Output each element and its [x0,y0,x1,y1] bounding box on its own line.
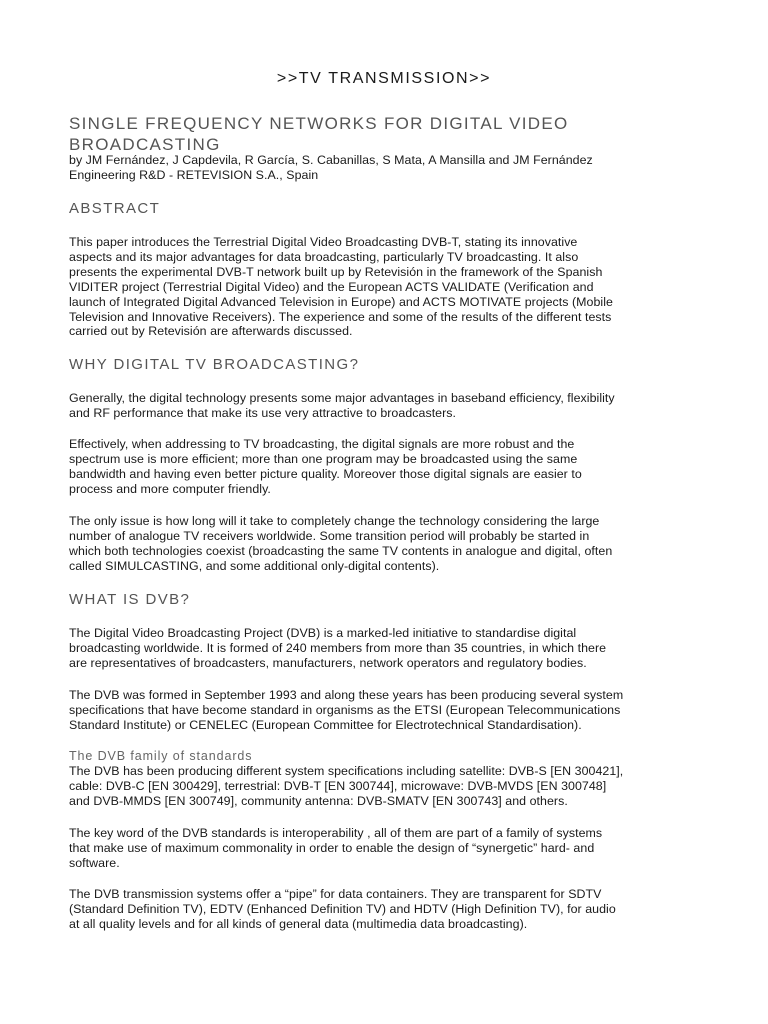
abstract-line: Television and Innovative Receivers). The experience and some of the results of the different tests [69,310,612,324]
abstract-line: This paper introduces the Terrestrial Digital Video Broadcasting DVB-T, stating its innovative [69,235,578,249]
why-digital-line: called SIMULCASTING, and some additional only-digital contents). [69,559,440,573]
article-body [69,0,699,1024]
section-title: >>TV TRANSMISSION>> [276,70,492,87]
abstract-line: carried out by Retevisión are afterwards discussed. [69,324,353,338]
abstract-line: aspects and its major advantages for data broadcasting, particularly TV broadcasting. It also [69,250,579,264]
why-digital-line: and RF performance that make its use very attractive to broadcasters. [69,406,457,420]
dvb-family-line: (Standard Definition TV), EDTV (Enhanced Definition TV) and HDTV (High Definition TV), for audio [69,902,616,916]
dvb-family-line: at all quality levels and for all kinds of general data (multimedia data broadcasting). [69,917,528,931]
dvb-family-line: The key word of the DVB standards is interoperability , all of them are part of a family of systems [69,826,603,840]
abstract-line: launch of Integrated Digital Advanced Television in Europe) and ACTS MOTIVATE projects (Mobile [69,295,613,309]
why-digital-heading: WHY DIGITAL TV BROADCASTING? [69,356,360,373]
why-digital-line: number of analogue TV receivers worldwide. Some transition period will probably be started in [69,529,590,543]
why-digital-line: process and more computer friendly. [69,482,271,496]
why-digital-line: spectrum use is more efficient; more than one program may be broadcasted using the same [69,452,578,466]
why-digital-line: Effectively, when addressing to TV broadcasting, the digital signals are more robust and the [69,437,575,451]
what-is-dvb-line: specifications that have become standard in organisms as the ETSI (European Telecommunications [69,703,621,717]
abstract-line: presents the experimental DVB-T network built up by Retevisión in the framework of the Spanish [69,265,603,279]
what-is-dvb-line: Standard Institute) or CENELEC (European Committee for Electrotechnical Standardisation). [69,718,582,732]
what-is-dvb-line: The DVB was formed in September 1993 and along these years has been producing several system [69,688,624,702]
article-affiliation: Engineering R&D - RETEVISION S.A., Spain [69,168,319,182]
abstract-line: VIDITER project (Terrestrial Digital Video) and the European ACTS VALIDATE (Verification and [69,280,594,294]
dvb-family-line: that make use of maximum commonality in order to enable the design of “synergetic” hard- and [69,841,595,855]
what-is-dvb-line: broadcasting worldwide. It is formed of 240 members from more than 35 countries, in which there [69,641,607,655]
why-digital-line: The only issue is how long will it take to completely change the technology considering the large [69,514,600,528]
why-digital-line: bandwidth and having even better picture quality. Moreover those digital signals are easier to [69,467,582,481]
dvb-family-line: The DVB has been producing different system specifications including satellite: DVB-S [EN 300421], [69,764,624,778]
what-is-dvb-line: The Digital Video Broadcasting Project (DVB) is a marked-led initiative to standardise digital [69,626,577,640]
dvb-family-line: cable: DVB-C [EN 300429], terrestrial: DVB-T [EN 300744], microwave: DVB-MVDS [EN 300748] [69,779,607,793]
dvb-family-line: The DVB transmission systems offer a “pipe” for data containers. They are transparent for SDTV [69,887,602,901]
dvb-family-line: software. [69,856,120,870]
article-authors: by JM Fernández, J Capdevila, R García, S. Cabanillas, S Mata, A Mansilla and JM Fernández [69,153,593,167]
dvb-family-line: and DVB-MMDS [EN 300749], community antenna: DVB-SMATV [EN 300743] and others. [69,794,568,808]
dvb-family-subheading: The DVB family of standards [69,749,253,763]
abstract-heading: ABSTRACT [69,200,161,217]
what-is-dvb-heading: WHAT IS DVB? [69,591,191,608]
article-title-line-1: SINGLE FREQUENCY NETWORKS FOR DIGITAL VIDEO [69,114,569,133]
article-title-line-2: BROADCASTING [69,135,221,154]
why-digital-line: which both technologies coexist (broadcasting the same TV contents in analogue and digital, often [69,544,613,558]
why-digital-line: Generally, the digital technology presents some major advantages in baseband efficiency, flexibility [69,391,615,405]
what-is-dvb-line: are representatives of broadcasters, manufacturers, network operators and regulatory bodies. [69,656,587,670]
